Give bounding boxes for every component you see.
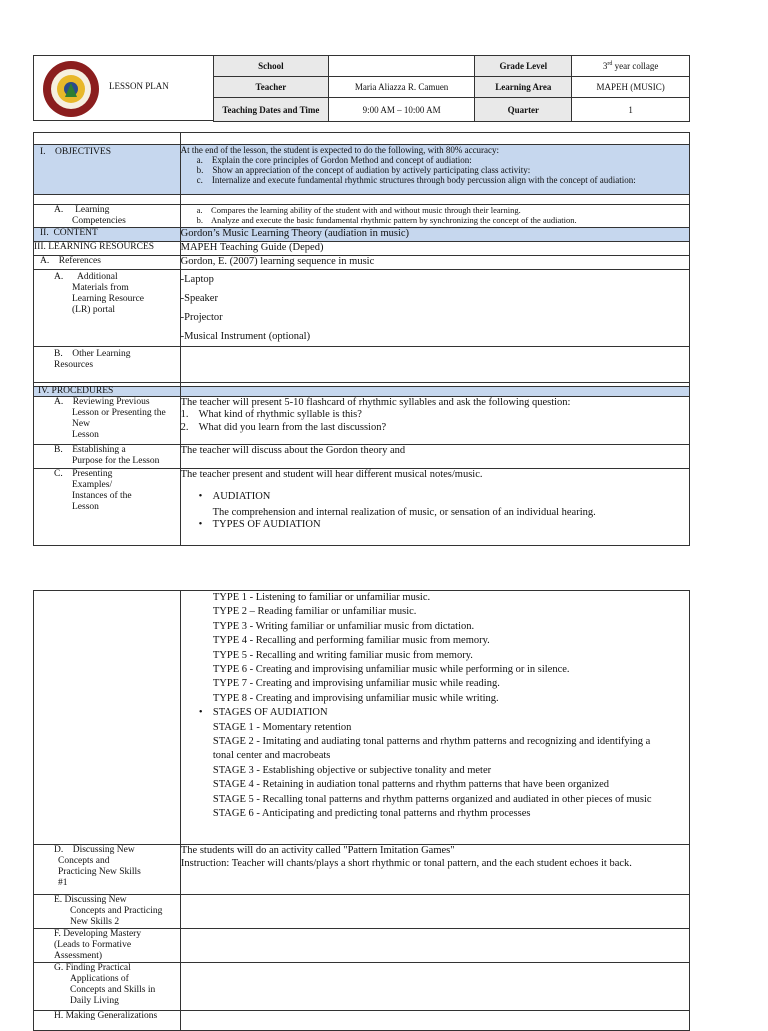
establishing-label-2: Purpose for the Lesson xyxy=(72,455,160,466)
bullet-icon: • xyxy=(198,491,203,502)
reviewing-intro: The teacher will present 5-10 flashcard of rhythmic syllables and ask the following question: xyxy=(180,396,571,408)
objective-item: b. Show an appreciation of the concept of audiation by actively participating class activity: xyxy=(196,165,531,175)
learning-resources-value: MAPEH Teaching Guide (Deped) xyxy=(180,241,689,255)
reviewing-label-3: New xyxy=(72,418,90,429)
material-item: -Speaker xyxy=(180,292,218,304)
competency-item: a. Compares the learning ability of the student with and without music through their learning. xyxy=(196,205,521,215)
lesson-plan-title: LESSON PLAN xyxy=(109,81,169,91)
presenting-label-2: Examples/ xyxy=(72,479,113,490)
activity-instruction: Instruction: Teacher will chants/plays a short rhythmic or tonal pattern, and the each student echoes it back. xyxy=(180,857,632,869)
activity-title: The students will do an activity called "Pattern Imitation Games" xyxy=(180,845,455,856)
stage-item: STAGE 5 - Recalling tonal patterns and rhythm patterns organized and audiated in other pieces of music xyxy=(212,793,652,805)
additional-materials-label-4: (LR) portal xyxy=(72,304,116,315)
learning-resources-row xyxy=(34,241,690,255)
type-item: TYPE 3 - Writing familiar or unfamiliar music from dictation. xyxy=(212,620,475,632)
type-item: TYPE 4 - Recalling and performing familiar music from memory. xyxy=(212,635,490,647)
quarter-label: Quarter xyxy=(475,98,572,122)
content-value: Gordon’s Music Learning Theory (audiation in music) xyxy=(180,228,689,242)
establishing-label: B. Establishing a xyxy=(54,444,126,455)
school-value xyxy=(328,56,475,77)
time-label: Teaching Dates and Time xyxy=(214,98,329,122)
presenting-row xyxy=(34,468,690,545)
content-label: II. CONTENT xyxy=(40,228,98,238)
developing-mastery-row xyxy=(34,929,690,963)
objectives-row xyxy=(34,145,690,195)
type-item: TYPE 6 - Creating and improvising unfamiliar music while performing or in silence. xyxy=(212,664,570,676)
learning-area-label: Learning Area xyxy=(475,77,572,98)
stage-item: STAGE 6 - Anticipating and predicting tonal patterns and rhythm processes xyxy=(212,808,531,820)
objective-item: c. Internalize and execute fundamental rhythmic structures through body percussion align with the concept of audiation: xyxy=(196,175,636,185)
other-resources-row xyxy=(34,346,690,382)
discussing-2-label-3: New Skills 2 xyxy=(70,917,120,927)
university-seal-icon xyxy=(41,59,101,119)
objective-item: a. Explain the core principles of Gordon Method and concept of audiation: xyxy=(196,155,472,165)
references-label: A. References xyxy=(40,255,101,266)
discussing-2-label: E. Discussing New xyxy=(54,895,127,905)
competencies-label: A. Learning xyxy=(54,205,110,215)
material-item: -Projector xyxy=(180,311,223,323)
reviewing-label-2: Lesson or Presenting the xyxy=(72,407,166,418)
finding-applications-label-4: Daily Living xyxy=(70,996,119,1006)
references-value: Gordon, E. (2007) learning sequence in music xyxy=(180,255,689,269)
procedures-label: IV. PROCEDURES xyxy=(34,386,181,396)
discussing-1-label-3: Practicing New Skills xyxy=(58,867,141,877)
stage-item: STAGE 1 - Momentary retention xyxy=(212,721,352,733)
objectives-intro: At the end of the lesson, the student is expected to do the following, with 80% accuracy: xyxy=(180,145,500,155)
types-stages-row xyxy=(34,591,690,845)
presenting-label: C. Presenting xyxy=(54,468,113,479)
grade-level-label: Grade Level xyxy=(475,56,572,77)
lesson-table-page-1 xyxy=(33,132,690,546)
learning-resources-label: III. LEARNING RESOURCES xyxy=(34,241,181,255)
competencies-row xyxy=(34,205,690,228)
presenting-label-4: Lesson xyxy=(72,501,99,512)
presenting-label-3: Instances of the xyxy=(72,490,132,501)
header-info-table xyxy=(213,55,690,122)
quarter-value: 1 xyxy=(572,98,690,122)
type-item: TYPE 1 - Listening to familiar or unfamiliar music. xyxy=(212,592,431,603)
time-value: 9:00 AM – 10:00 AM xyxy=(328,98,475,122)
discussing-new-concepts-2-row xyxy=(34,895,690,929)
bullet-stages-of-audiation: • STAGES OF AUDIATION xyxy=(199,706,689,720)
stage-item-continued: tonal center and macrobeats xyxy=(212,750,331,762)
bullet-icon: • xyxy=(198,707,203,719)
discussing-new-concepts-1-row xyxy=(34,845,690,895)
bullet-audiation: • AUDIATION xyxy=(198,491,271,502)
developing-mastery-label-2: (Leads to Formative xyxy=(54,940,132,950)
finding-applications-label-2: Applications of xyxy=(70,974,129,984)
type-item: TYPE 5 - Recalling and writing familiar music from memory. xyxy=(212,649,473,661)
discussing-1-label-4: #1 xyxy=(58,878,68,888)
other-resources-label-2: Resources xyxy=(54,359,94,370)
developing-mastery-label: F. Developing Mastery xyxy=(54,929,142,939)
stage-item: STAGE 3 - Establishing objective or subjective tonality and meter xyxy=(212,764,492,776)
bullet-types-of-audiation: • TYPES OF AUDIATION xyxy=(198,519,321,530)
finding-applications-label: G. Finding Practical xyxy=(54,963,131,973)
bullet-icon: • xyxy=(198,519,203,530)
reviewing-row xyxy=(34,396,690,444)
procedures-row xyxy=(34,386,690,396)
teacher-label: Teacher xyxy=(214,77,329,98)
audiation-description: The comprehension and internal realization of music, or sensation of an individual hearing. xyxy=(212,506,596,518)
lesson-table-page-2 xyxy=(33,590,690,1031)
making-generalizations-label: H. Making Generalizations xyxy=(54,1011,158,1021)
school-label: School xyxy=(214,56,329,77)
discussing-2-label-2: Concepts and Practicing xyxy=(70,906,163,916)
content-row xyxy=(34,228,690,242)
review-question: 1. What kind of rhythmic syllable is this? xyxy=(180,409,362,420)
additional-materials-label-2: Materials from xyxy=(72,282,129,293)
finding-applications-label-3: Concepts and Skills in xyxy=(70,985,156,995)
grade-level-value: 3rd year collage xyxy=(572,56,690,77)
stage-item: STAGE 2 - Imitating and audiating tonal patterns and rhythm patterns and recognizing and identifying a xyxy=(212,736,651,748)
type-item: TYPE 2 – Reading familiar or unfamiliar music. xyxy=(212,606,417,618)
objectives-label: I. OBJECTIVES xyxy=(40,147,111,157)
competencies-label-2: Competencies xyxy=(72,216,126,226)
type-item: TYPE 8 - Creating and improvising unfamiliar music while writing. xyxy=(212,692,499,704)
type-item: TYPE 7 - Creating and improvising unfamiliar music while reading. xyxy=(212,678,500,690)
reviewing-label: A. Reviewing Previous xyxy=(54,396,150,407)
header-logo-cell xyxy=(33,55,214,121)
learning-area-value: MAPEH (MUSIC) xyxy=(572,77,690,98)
presenting-intro: The teacher present and student will hear different musical notes/music. xyxy=(180,468,483,480)
discussing-1-label-2: Concepts and xyxy=(58,856,110,866)
establishing-row xyxy=(34,444,690,468)
review-question: 2. What did you learn from the last discussion? xyxy=(180,421,387,433)
finding-applications-row xyxy=(34,963,690,1011)
making-generalizations-row xyxy=(34,1011,690,1031)
competency-item: b. Analyze and execute the basic fundamental rhythmic pattern by synchronizing the concept of the audiation. xyxy=(196,215,577,225)
additional-materials-row xyxy=(34,269,690,346)
material-item: -Musical Instrument (optional) xyxy=(180,330,311,342)
material-item: -Laptop xyxy=(180,273,214,285)
developing-mastery-label-3: Assessment) xyxy=(54,951,103,961)
establishing-value: The teacher will discuss about the Gordon theory and xyxy=(180,444,689,468)
discussing-1-label: D. Discussing New xyxy=(54,845,135,855)
other-resources-label: B. Other Learning xyxy=(54,348,131,359)
stage-item: STAGE 4 - Retaining in audiation tonal patterns and rhythm patterns that have been organized xyxy=(212,779,609,791)
reviewing-label-4: Lesson xyxy=(72,429,99,440)
additional-materials-label: A. Additional xyxy=(54,271,118,282)
additional-materials-label-3: Learning Resource xyxy=(72,293,145,304)
references-row xyxy=(34,255,690,269)
teacher-value: Maria Aliazza R. Camuen xyxy=(328,77,475,98)
